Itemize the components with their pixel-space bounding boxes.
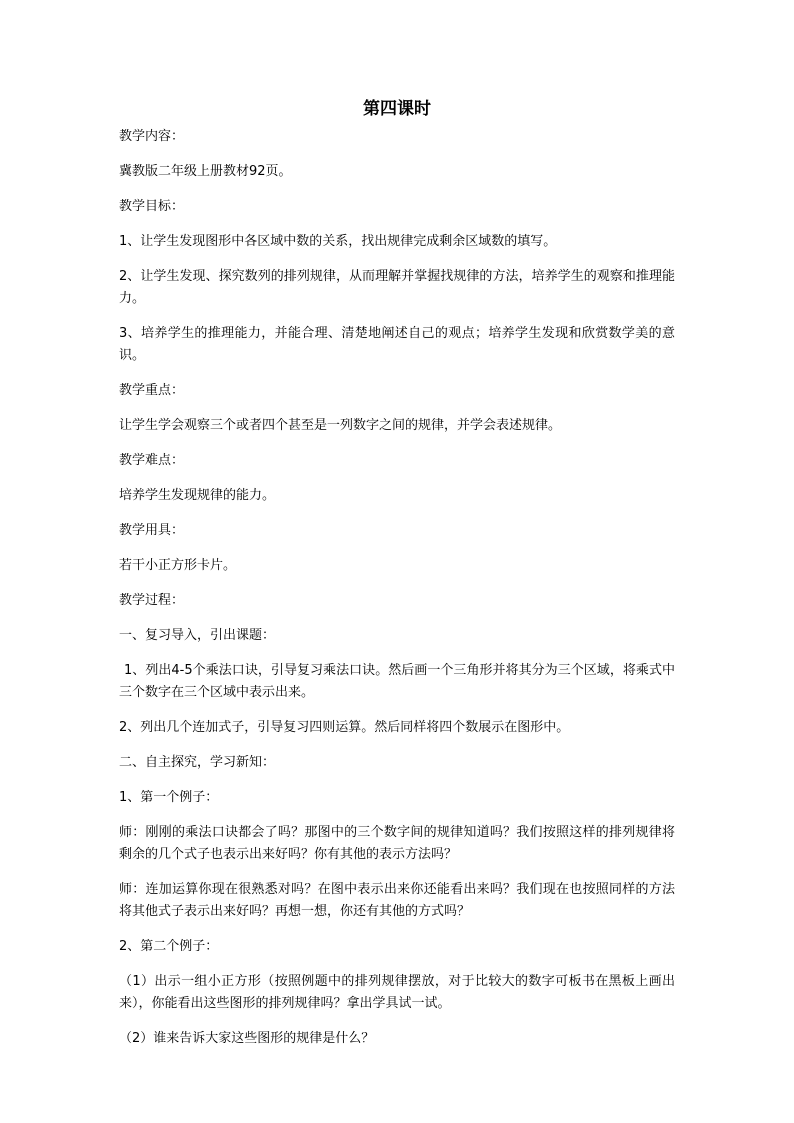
section-1-item-2: 2、列出几个连加式子，引导复习四则运算。然后同样将四个数展示在图形中。: [119, 720, 570, 735]
content-text: 冀教版二年级上册教材92页。: [119, 164, 292, 179]
key-points-text: 让学生学会观察三个或者四个甚至是一列数字之间的规律，并学会表述规律。: [119, 418, 562, 433]
example-2-step-1: （1）出示一组小正方形（按照例题中的排列规律摆放，对于比较大的数字可板书在黑板上画出来），你能看出这些图形的排列规律吗？拿出学具试一试。: [119, 974, 675, 1011]
section-1-item-1: 1、列出4-5个乘法口诀，引导复习乘法口诀。然后画一个三角形并将其分为三个区域，将乘式中三个数字在三个区域中表示出来。: [119, 663, 675, 700]
heading-process: 教学过程：: [119, 593, 185, 608]
heading-objectives: 教学目标：: [119, 199, 185, 214]
teacher-line-2: 师：连加运算你现在很熟悉对吗？在图中表示出来你还能看出来吗？我们现在也按照同样的方法将其他式子表示出来好吗？再想一想，你还有其他的方式吗？: [119, 882, 675, 919]
heading-difficulties: 教学难点：: [119, 453, 185, 468]
objective-1: 1、让学生发现图形中各区域中数的关系，找出规律完成剩余区域数的填写。: [119, 234, 557, 249]
section-2-heading: 二、自主探究，学习新知：: [119, 755, 276, 770]
example-2-heading: 2、第二个例子：: [119, 939, 219, 954]
example-1-heading: 1、第一个例子：: [119, 790, 219, 805]
objective-3: 3、培养学生的推理能力，并能合理、清楚地阐述自己的观点；培养学生发现和欣赏数学美的意识。: [119, 326, 675, 363]
section-1-heading: 一、复习导入，引出课题：: [119, 628, 276, 643]
heading-tools: 教学用具：: [119, 523, 185, 538]
document-title: 第四课时: [363, 99, 431, 119]
teacher-line-1: 师：刚刚的乘法口诀都会了吗？那图中的三个数字间的规律知道吗？我们按照这样的排列规律将剩余的几个式子也表示出来好吗？你有其他的表示方法吗？: [119, 825, 675, 862]
difficulties-text: 培养学生发现规律的能力。: [119, 488, 276, 503]
heading-content: 教学内容：: [119, 129, 185, 144]
document-page: [119, 98, 675, 1063]
tools-text: 若干小正方形卡片。: [119, 558, 237, 573]
heading-key-points: 教学重点：: [119, 383, 185, 398]
example-2-step-2: （2）谁来告诉大家这些图形的规律是什么？: [119, 1031, 375, 1046]
objective-2: 2、让学生发现、探究数列的排列规律，从而理解并掌握找规律的方法，培养学生的观察和推理能力。: [119, 269, 675, 306]
